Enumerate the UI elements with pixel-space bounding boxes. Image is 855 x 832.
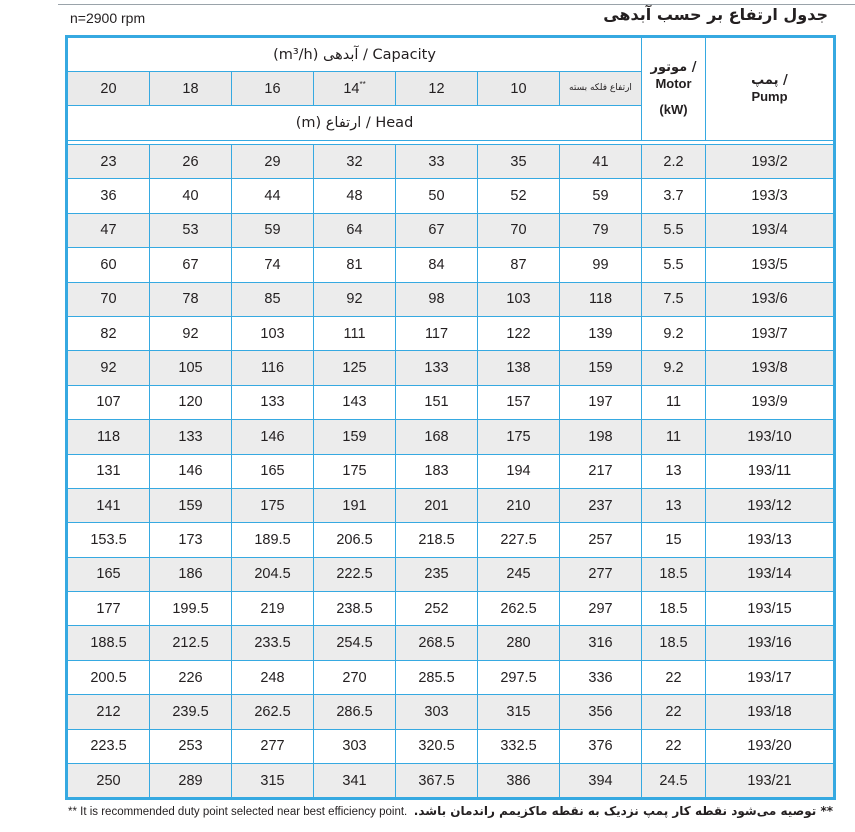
head-value-cell: 222.5: [314, 557, 396, 591]
head-value-cell: 252: [396, 592, 478, 626]
head-value-cell: 82: [68, 316, 150, 350]
pump-model-cell: 193/15: [706, 592, 834, 626]
head-value-cell: 84: [396, 248, 478, 282]
head-value-cell: 191: [314, 488, 396, 522]
capacity-header: (m³/h) آبدهی / Capacity: [68, 38, 642, 72]
head-value-cell: 41: [560, 145, 642, 179]
head-value-cell: 74: [232, 248, 314, 282]
table-row: [68, 179, 834, 213]
head-value-cell: 103: [232, 316, 314, 350]
pump-model-cell: 193/6: [706, 282, 834, 316]
table-row: [68, 420, 834, 454]
head-value-cell: 103: [478, 282, 560, 316]
head-value-cell: 332.5: [478, 729, 560, 763]
head-value-cell: 168: [396, 420, 478, 454]
head-value-cell: 204.5: [232, 557, 314, 591]
head-value-cell: 194: [478, 454, 560, 488]
head-value-cell: 105: [150, 351, 232, 385]
head-value-cell: 50: [396, 179, 478, 213]
motor-kw-cell: 5.5: [642, 248, 706, 282]
head-value-cell: 248: [232, 660, 314, 694]
head-value-cell: 146: [150, 454, 232, 488]
head-value-cell: 26: [150, 145, 232, 179]
head-value-cell: 245: [478, 557, 560, 591]
head-value-cell: 367.5: [396, 764, 478, 798]
head-value-cell: 189.5: [232, 523, 314, 557]
motor-kw-cell: 13: [642, 488, 706, 522]
head-value-cell: 40: [150, 179, 232, 213]
motor-kw-cell: 15: [642, 523, 706, 557]
head-value-cell: 33: [396, 145, 478, 179]
capacity-col-12: 12: [396, 72, 478, 106]
head-value-cell: 235: [396, 557, 478, 591]
footnote-persian: ** توصیه می‌شود نقطه کار پمپ نزدیک به نقطه ماکزیمم راندمان باشد.: [413, 804, 833, 818]
pump-model-cell: 193/16: [706, 626, 834, 660]
pump-model-cell: 193/9: [706, 385, 834, 419]
head-value-cell: 262.5: [478, 592, 560, 626]
head-value-cell: 67: [396, 213, 478, 247]
head-value-cell: 303: [396, 695, 478, 729]
head-value-cell: 118: [68, 420, 150, 454]
speed-label: n=2900 rpm: [70, 10, 146, 26]
table-row: [68, 316, 834, 350]
pump-model-cell: 193/21: [706, 764, 834, 798]
head-value-cell: 183: [396, 454, 478, 488]
head-value-cell: 188.5: [68, 626, 150, 660]
head-value-cell: 141: [68, 488, 150, 522]
head-value-cell: 197: [560, 385, 642, 419]
head-value-cell: 111: [314, 316, 396, 350]
head-value-cell: 316: [560, 626, 642, 660]
head-value-cell: 254.5: [314, 626, 396, 660]
head-value-cell: 226: [150, 660, 232, 694]
motor-kw-cell: 9.2: [642, 316, 706, 350]
head-value-cell: 175: [232, 488, 314, 522]
head-value-cell: 98: [396, 282, 478, 316]
head-value-cell: 297.5: [478, 660, 560, 694]
pump-model-cell: 193/13: [706, 523, 834, 557]
motor-kw-cell: 24.5: [642, 764, 706, 798]
head-value-cell: 270: [314, 660, 396, 694]
head-value-cell: 159: [150, 488, 232, 522]
head-value-cell: 212.5: [150, 626, 232, 660]
table-row: [68, 764, 834, 798]
head-value-cell: 341: [314, 764, 396, 798]
head-value-cell: 217: [560, 454, 642, 488]
head-value-cell: 200.5: [68, 660, 150, 694]
pump-model-cell: 193/10: [706, 420, 834, 454]
head-value-cell: 159: [560, 351, 642, 385]
head-value-cell: 139: [560, 316, 642, 350]
pump-model-cell: 193/12: [706, 488, 834, 522]
head-value-cell: 60: [68, 248, 150, 282]
head-value-cell: 70: [68, 282, 150, 316]
pump-model-cell: 193/17: [706, 660, 834, 694]
head-value-cell: 257: [560, 523, 642, 557]
head-value-cell: 286.5: [314, 695, 396, 729]
head-value-cell: 99: [560, 248, 642, 282]
footnote-english: ** It is recommended duty point selected near best efficiency point.: [68, 806, 408, 818]
head-value-cell: 212: [68, 695, 150, 729]
table-body: [68, 145, 834, 798]
table-row: [68, 454, 834, 488]
head-value-cell: 315: [478, 695, 560, 729]
capacity-col-18: 18: [150, 72, 232, 106]
head-value-cell: 133: [232, 385, 314, 419]
head-value-cell: 277: [560, 557, 642, 591]
head-value-cell: 53: [150, 213, 232, 247]
pump-model-cell: 193/11: [706, 454, 834, 488]
table-row: [68, 488, 834, 522]
head-capacity-table: [67, 37, 834, 798]
head-value-cell: 157: [478, 385, 560, 419]
head-value-cell: 59: [232, 213, 314, 247]
table-row: [68, 695, 834, 729]
head-value-cell: 131: [68, 454, 150, 488]
head-value-cell: 303: [314, 729, 396, 763]
head-value-cell: 223.5: [68, 729, 150, 763]
pump-model-cell: 193/5: [706, 248, 834, 282]
head-value-cell: 116: [232, 351, 314, 385]
head-value-cell: 277: [232, 729, 314, 763]
head-value-cell: 81: [314, 248, 396, 282]
head-value-cell: 117: [396, 316, 478, 350]
head-value-cell: 233.5: [232, 626, 314, 660]
motor-kw-cell: 3.7: [642, 179, 706, 213]
head-value-cell: 151: [396, 385, 478, 419]
head-value-cell: 262.5: [232, 695, 314, 729]
head-value-cell: 175: [478, 420, 560, 454]
motor-header: موتور / Motor (kW): [642, 38, 706, 141]
head-value-cell: 177: [68, 592, 150, 626]
head-value-cell: 315: [232, 764, 314, 798]
head-value-cell: 219: [232, 592, 314, 626]
capacity-col-14: 14**: [314, 72, 396, 106]
recommended-mark: **: [359, 80, 366, 90]
pump-model-cell: 193/3: [706, 179, 834, 213]
head-value-cell: 239.5: [150, 695, 232, 729]
table-row: [68, 248, 834, 282]
page-title: جدول ارتفاع بر حسب آبدهی: [603, 5, 828, 24]
motor-kw-cell: 18.5: [642, 626, 706, 660]
head-value-cell: 297: [560, 592, 642, 626]
head-value-cell: 29: [232, 145, 314, 179]
motor-kw-cell: 18.5: [642, 557, 706, 591]
capacity-col-16: 16: [232, 72, 314, 106]
pump-model-cell: 193/20: [706, 729, 834, 763]
head-value-cell: 138: [478, 351, 560, 385]
motor-kw-cell: 5.5: [642, 213, 706, 247]
head-value-cell: 118: [560, 282, 642, 316]
head-value-cell: 133: [396, 351, 478, 385]
motor-kw-cell: 13: [642, 454, 706, 488]
pump-model-cell: 193/4: [706, 213, 834, 247]
head-value-cell: 23: [68, 145, 150, 179]
head-value-cell: 32: [314, 145, 396, 179]
head-value-cell: 227.5: [478, 523, 560, 557]
head-value-cell: 35: [478, 145, 560, 179]
table-row: [68, 351, 834, 385]
head-header: (m) ارتفاع / Head: [68, 106, 642, 141]
head-value-cell: 285.5: [396, 660, 478, 694]
table-row: [68, 729, 834, 763]
table-row: [68, 660, 834, 694]
head-value-cell: 78: [150, 282, 232, 316]
table-row: [68, 213, 834, 247]
head-value-cell: 153.5: [68, 523, 150, 557]
table-row: [68, 626, 834, 660]
head-value-cell: 92: [150, 316, 232, 350]
head-value-cell: 173: [150, 523, 232, 557]
head-value-cell: 237: [560, 488, 642, 522]
table-row: [68, 282, 834, 316]
head-value-cell: 52: [478, 179, 560, 213]
head-value-cell: 107: [68, 385, 150, 419]
head-value-cell: 201: [396, 488, 478, 522]
head-value-cell: 48: [314, 179, 396, 213]
head-value-cell: 92: [68, 351, 150, 385]
pump-header: پمپ / Pump: [706, 38, 834, 141]
table-row: [68, 385, 834, 419]
capacity-col-20: 20: [68, 72, 150, 106]
motor-kw-cell: 11: [642, 420, 706, 454]
head-value-cell: 199.5: [150, 592, 232, 626]
motor-kw-cell: 2.2: [642, 145, 706, 179]
head-value-cell: 47: [68, 213, 150, 247]
table-row: [68, 592, 834, 626]
head-value-cell: 125: [314, 351, 396, 385]
head-value-cell: 186: [150, 557, 232, 591]
head-value-cell: 122: [478, 316, 560, 350]
head-value-cell: 133: [150, 420, 232, 454]
head-value-cell: 175: [314, 454, 396, 488]
head-value-cell: 250: [68, 764, 150, 798]
head-value-cell: 289: [150, 764, 232, 798]
head-capacity-table-wrapper: [67, 37, 834, 798]
pump-model-cell: 193/18: [706, 695, 834, 729]
table-row: [68, 145, 834, 179]
head-value-cell: 92: [314, 282, 396, 316]
table-row: [68, 523, 834, 557]
head-value-cell: 159: [314, 420, 396, 454]
capacity-col-shutoff: ارتفاع فلکه بسته: [560, 72, 642, 106]
pump-model-cell: 193/14: [706, 557, 834, 591]
motor-kw-cell: 22: [642, 695, 706, 729]
head-value-cell: 36: [68, 179, 150, 213]
head-value-cell: 44: [232, 179, 314, 213]
capacity-col-10: 10: [478, 72, 560, 106]
head-value-cell: 356: [560, 695, 642, 729]
motor-kw-cell: 11: [642, 385, 706, 419]
head-value-cell: 67: [150, 248, 232, 282]
head-value-cell: 59: [560, 179, 642, 213]
head-value-cell: 320.5: [396, 729, 478, 763]
head-value-cell: 70: [478, 213, 560, 247]
table-row: [68, 557, 834, 591]
head-value-cell: 376: [560, 729, 642, 763]
motor-kw-cell: 9.2: [642, 351, 706, 385]
head-value-cell: 79: [560, 213, 642, 247]
head-value-cell: 85: [232, 282, 314, 316]
head-value-cell: 280: [478, 626, 560, 660]
motor-kw-cell: 18.5: [642, 592, 706, 626]
head-value-cell: 206.5: [314, 523, 396, 557]
head-value-cell: 386: [478, 764, 560, 798]
head-value-cell: 210: [478, 488, 560, 522]
head-value-cell: 268.5: [396, 626, 478, 660]
head-value-cell: 143: [314, 385, 396, 419]
head-value-cell: 218.5: [396, 523, 478, 557]
head-value-cell: 64: [314, 213, 396, 247]
pump-model-cell: 193/7: [706, 316, 834, 350]
head-value-cell: 394: [560, 764, 642, 798]
head-value-cell: 146: [232, 420, 314, 454]
pump-model-cell: 193/2: [706, 145, 834, 179]
motor-kw-cell: 22: [642, 729, 706, 763]
head-value-cell: 120: [150, 385, 232, 419]
head-value-cell: 165: [232, 454, 314, 488]
head-value-cell: 198: [560, 420, 642, 454]
head-value-cell: 87: [478, 248, 560, 282]
head-value-cell: 253: [150, 729, 232, 763]
head-value-cell: 165: [68, 557, 150, 591]
pump-model-cell: 193/8: [706, 351, 834, 385]
head-value-cell: 238.5: [314, 592, 396, 626]
motor-kw-cell: 7.5: [642, 282, 706, 316]
motor-kw-cell: 22: [642, 660, 706, 694]
head-value-cell: 336: [560, 660, 642, 694]
